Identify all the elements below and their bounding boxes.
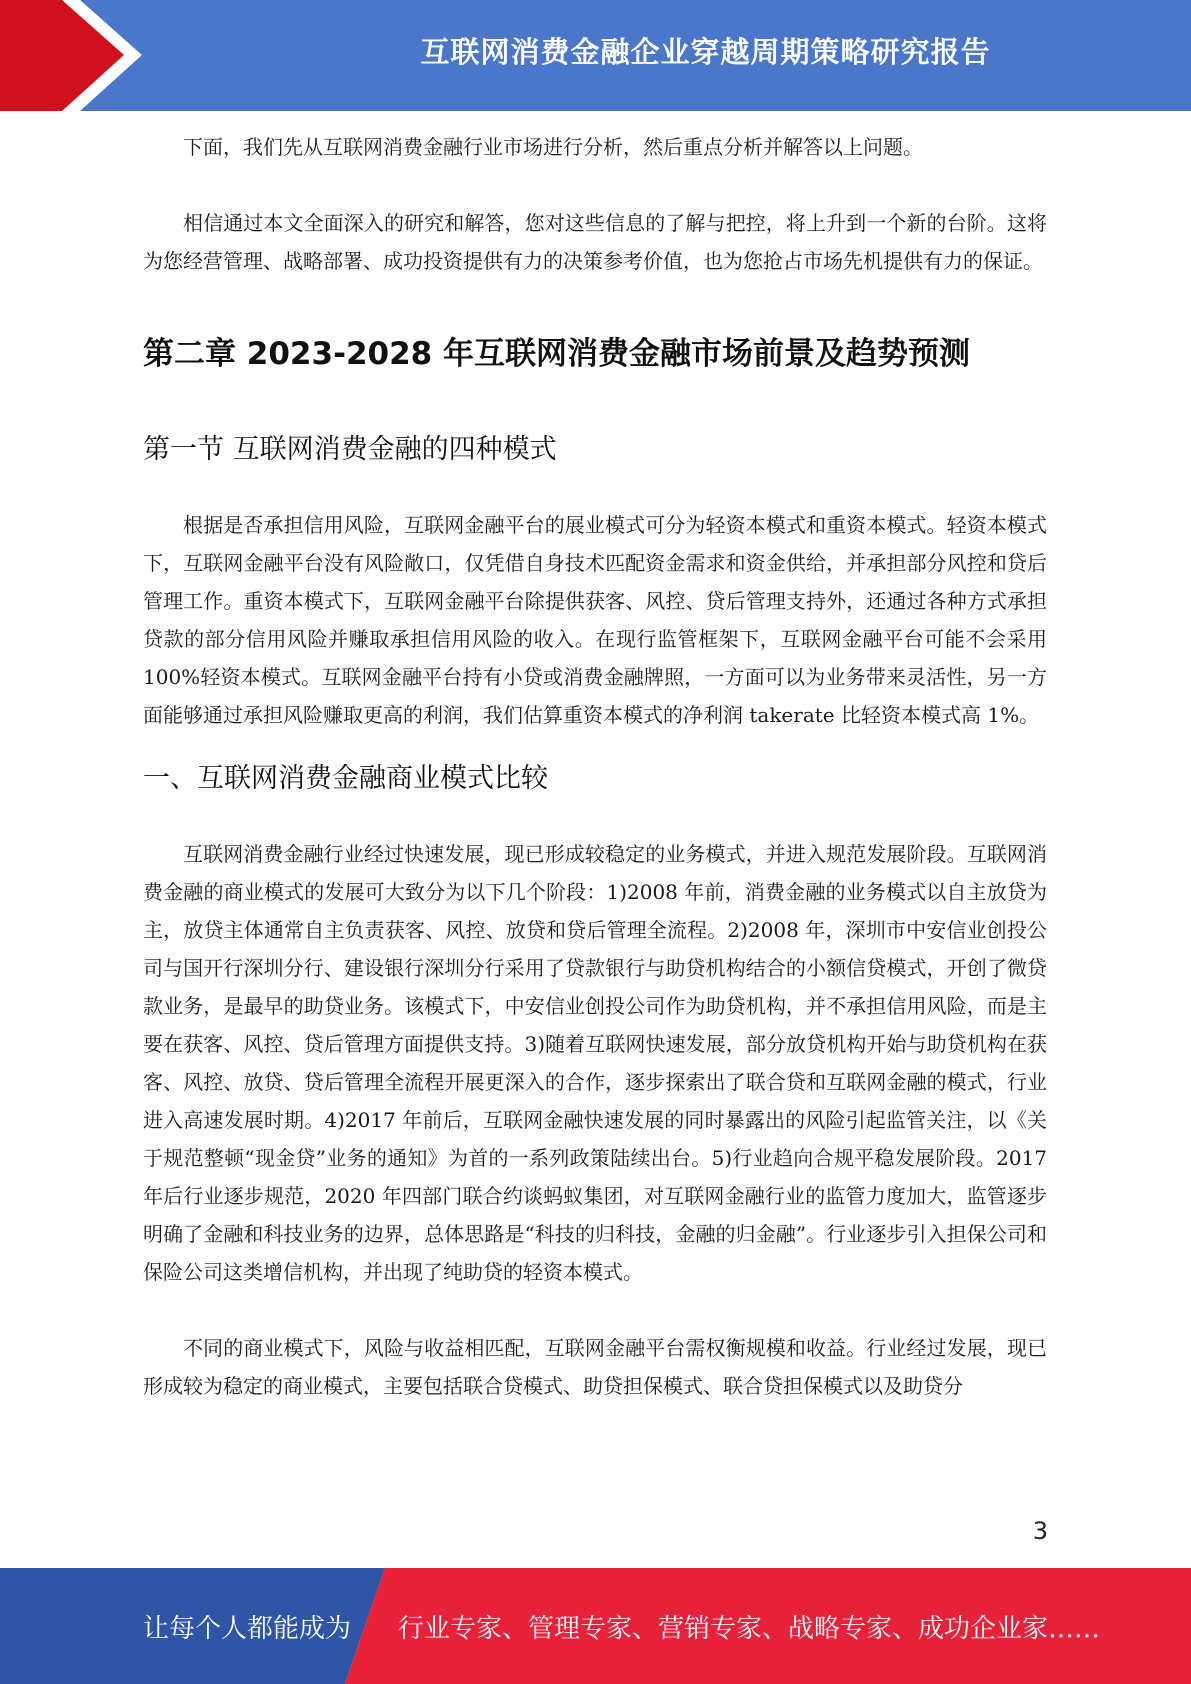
subsection-paragraph-2: 不同的商业模式下，风险与收益相匹配，互联网金融平台需权衡规模和收益。行业经过发展，现已形成较为稳定的商业模式，主要包括联合贷模式、助贷担保模式、联合贷担保模式以及助贷分: [143, 1336, 1047, 1398]
intro-paragraph-1: 下面，我们先从互联网消费金融行业市场进行分析，然后重点分析并解答以上问题。: [183, 135, 923, 159]
intro-paragraph-2: 相信通过本文全面深入的研究和解答，您对这些信息的了解与把控，将上升到一个新的台阶。这将为您经营管理、战略部署、成功投资提供有力的决策参考价值，也为您抢占市场先机提供有力的保证。: [143, 211, 1047, 273]
section-paragraph: 根据是否承担信用风险，互联网金融平台的展业模式可分为轻资本模式和重资本模式。轻资本模式下，互联网金融平台没有风险敞口，仅凭借自身技术匹配资金需求和资金供给，并承担部分风控和贷后管理工作。重资本模式下，互联网金融平台除提供获客、风控、贷后管理支持外，还通过各种方式承担贷款的部分信用风险并赚取承担信用风险的收入。在现行监管框架下，互联网金融平台可能不会采用 100%轻资本模式。互联网金融平台持有小贷或消费金融牌照，一方面可以为业务带来灵活性，另一方面能够通过承担风险赚取更高的利润，我们估算重资本模式的净利润 takerate 比轻资本模式高 1%。: [143, 513, 1047, 727]
footer-slogan-left: 让每个人都能成为: [143, 1613, 352, 1644]
section-heading: 第一节 互联网消费金融的四种模式: [143, 434, 557, 465]
subsection-paragraph-1: 互联网消费金融行业经过快速发展，现已形成较稳定的业务模式，并进入规范发展阶段。互联网消费金融的商业模式的发展可大致分为以下几个阶段：1)2008 年前，消费金融的业务模式以自主放贷为主，放贷主体通常自主负责获客、风控、放贷和贷后管理全流程。2)2008 年，深圳市中安信业创投公司与国开行深圳分行、建设银行深圳分行采用了贷款银行与助贷机构结合的小额信贷模式，开创了微贷款业务，是最早的助贷业务。该模式下，中安信业创投公司作为助贷机构，并不承担信用风险，而是主要在获客、风控、贷后管理方面提供支持。3)随着互联网快速发展，部分放贷机构开始与助贷机构在获客、风控、放贷、贷后管理全流程开展更深入的合作，逐步探索出了联合贷和互联网金融的模式，行业进入高速发展时期。4)2017 年前后，互联网金融快速发展的同时暴露出的风险引起监管关注，以《关于规范整顿“现金贷”业务的通知》为首的一系列政策陆续出台。5)行业趋向合规平稳发展阶段。2017 年后行业逐步规范，2020 年四部门联合约谈蚂蚁集团，对互联网金融行业的监管力度加大，监管逐步明确了金融和科技业务的边界，总体思路是“科技的归科技，金融的归金融”。行业逐步引入担保公司和保险公司这类增信机构，并出现了纯助贷的轻资本模式。: [143, 842, 1047, 1284]
page-number: 3: [1032, 1517, 1048, 1545]
subsection-heading: 一、互联网消费金融商业模式比较: [143, 763, 548, 794]
page-content: [143, 128, 1047, 1405]
chapter-heading: 第二章 2023-2028 年互联网消费金融市场前景及趋势预测: [143, 336, 971, 372]
page-footer: [0, 1568, 1191, 1684]
footer-slogan-right: 行业专家、管理专家、营销专家、战略专家、成功企业家……: [398, 1613, 1101, 1644]
page-header: [0, 0, 1191, 111]
report-title: 互联网消费金融企业穿越周期策略研究报告: [420, 34, 991, 69]
